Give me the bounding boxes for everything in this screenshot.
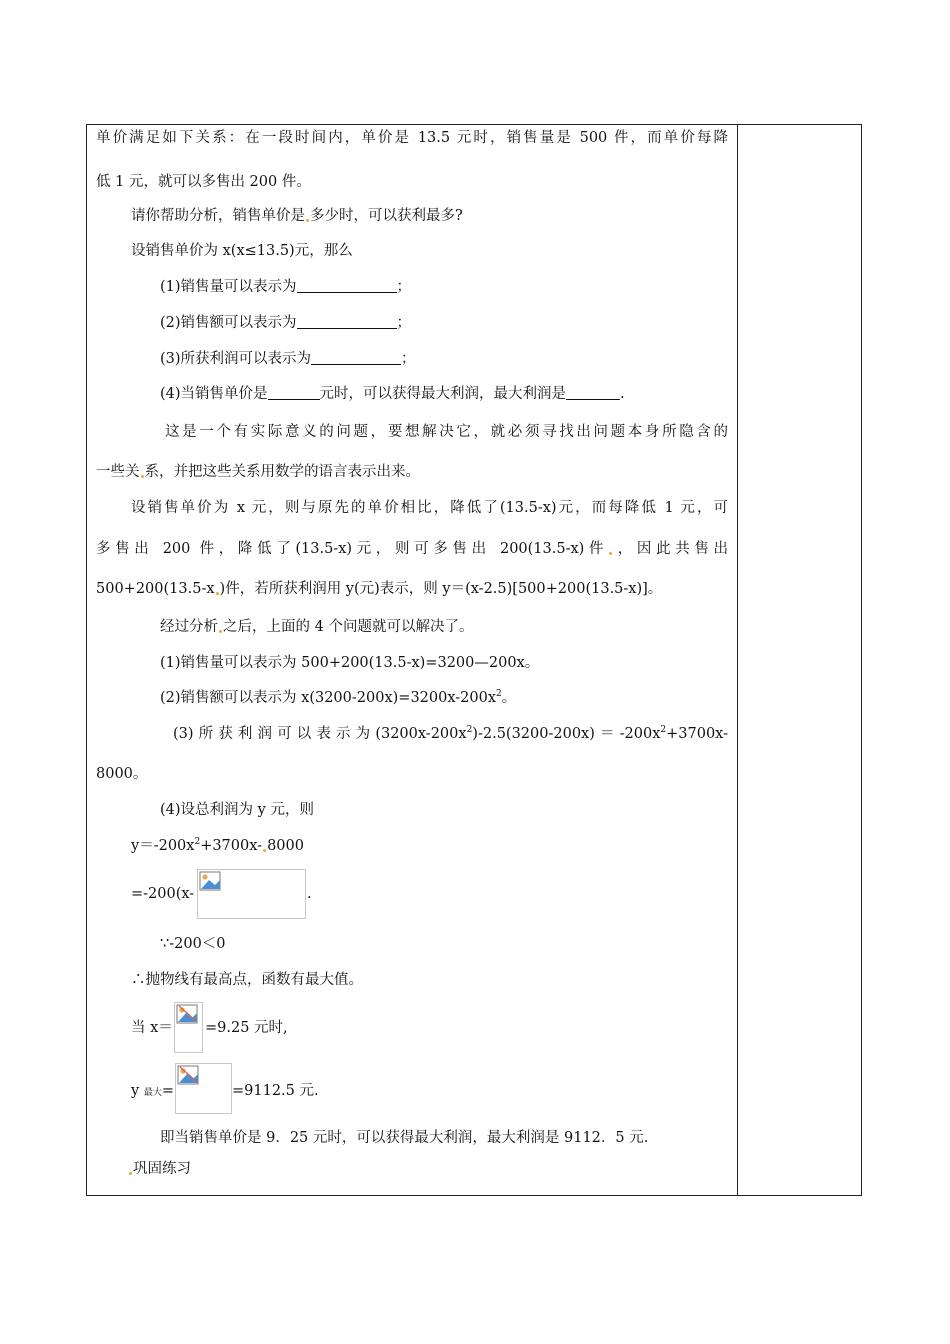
answer-2 [160, 688, 516, 708]
when-line-end: =9.25 元时, [205, 1020, 288, 1036]
text-segment: 经过分析 [160, 619, 218, 635]
formula-image [175, 1063, 232, 1114]
answer-blank [566, 385, 620, 400]
marker-dot [216, 592, 219, 595]
marker-dot [263, 849, 266, 852]
conclusion-line: 即当销售单价是 9．25 元时，可以获得最大利润，最大利润是 9112．5 元. [160, 1130, 649, 1146]
subscript: 最大 [143, 1088, 162, 1098]
text-segment: (1)销售量可以表示为 [160, 279, 297, 295]
text-segment: (3)所获利润可以表示为 [160, 351, 312, 367]
question-line [131, 206, 463, 226]
answer-1: (1)销售量可以表示为 500+200(13.5-x)=3200—200x。 [160, 655, 540, 671]
answer-3-continued: 8000。 [96, 766, 148, 782]
marker-dot [609, 552, 612, 555]
answer-blank [297, 278, 397, 293]
text-segment: 之后，上面的 4 个问题就可以解决了。 [223, 619, 474, 635]
answer-blank [268, 385, 320, 400]
text-segment: 。 [501, 690, 517, 706]
equation-line [131, 836, 304, 856]
question-1 [160, 277, 411, 297]
text-segment: )-2.5(3200-200x)＝-200x [472, 726, 661, 742]
text-line: 设销售单价为 x 元，则与原先的单价相比，降低了(13.5-x)元，而每降低 1 元，可 [131, 500, 728, 516]
practice-heading [128, 1159, 191, 1179]
superscript: 2 [660, 725, 667, 735]
text-segment: 系，并把这些关系用数学的语言表示出来。 [144, 464, 420, 480]
answer-blank [311, 350, 401, 365]
text-segment: (2)销售额可以表示为 [160, 315, 297, 331]
superscript: 2 [466, 725, 473, 735]
equation-line: =-200(x- [131, 886, 195, 902]
text-line: 单价满足如下关系：在一段时间内，单价是 13.5 元时，销售量是 500 件，而单价每降 [96, 130, 728, 146]
question-2 [160, 313, 411, 333]
column-divider [737, 125, 738, 1195]
answer-blank [297, 314, 397, 329]
text-segment: ，因此共售出 [613, 541, 729, 557]
text-segment: 500+200(13.5-x [96, 581, 215, 597]
text-line: 设销售单价为 x(x≤13.5)元，那么 [131, 243, 353, 259]
text-segment: 元时，可以获得最大利润，最大利润是 [319, 386, 567, 402]
marker-dot [129, 1172, 132, 1175]
text-segment: (4)当销售单价是 [160, 386, 268, 402]
text-line: 低 1 元，就可以多售出 200 件。 [96, 174, 311, 190]
text-segment: 多少时，可以获利最多? [310, 208, 463, 224]
text-segment: 巩固练习 [133, 1161, 191, 1177]
formula-image [197, 869, 306, 919]
answer-3 [173, 724, 728, 744]
text-segment: y [131, 1083, 140, 1099]
text-segment: (2)销售额可以表示为 x(3200-200x)=3200x-200x [160, 690, 497, 706]
equation-end: . [307, 886, 312, 902]
answer-4: (4)设总利润为 y 元，则 [160, 802, 314, 818]
text-segment: ； [396, 315, 412, 331]
text-line [96, 579, 662, 599]
marker-dot [141, 475, 144, 478]
text-segment: (3)所获利润可以表示为(3200x-200x [173, 726, 467, 742]
text-segment: = [161, 1083, 174, 1099]
text-segment: 一些关 [96, 464, 140, 480]
formula-image [174, 1002, 203, 1053]
superscript: 2 [496, 689, 502, 699]
text-segment: 8000 [267, 838, 304, 854]
ymax-label [131, 1081, 174, 1103]
text-segment: ； [396, 279, 412, 295]
text-segment: +3700x- [200, 838, 263, 854]
when-line-start: 当 x＝ [131, 1020, 173, 1036]
text-line [160, 617, 473, 637]
question-3 [160, 349, 416, 369]
therefore-line: ∴抛物线有最高点，函数有最大值。 [131, 972, 363, 988]
text-segment: 请你帮助分析，销售单价是 [131, 208, 305, 224]
text-segment: )件，若所获利润用 y(元)表示，则 y＝(x-2.5)[500+200(13.5-x)]。 [219, 581, 663, 597]
text-segment: . [620, 386, 625, 402]
question-4 [160, 384, 625, 404]
text-segment: ； [401, 351, 416, 367]
text-line [96, 539, 728, 559]
marker-dot [306, 219, 309, 222]
because-line: ∵-200＜0 [160, 936, 226, 952]
superscript: 2 [194, 837, 201, 847]
broken-image-icon [199, 871, 221, 891]
text-segment: 多售出 200 件，降低了(13.5-x)元，则可多售出 200(13.5-x)件 [96, 541, 609, 557]
broken-image-icon [176, 1004, 198, 1024]
marker-dot [219, 630, 222, 633]
ymax-value: =9112.5 元. [232, 1083, 319, 1099]
text-line: 这是一个有实际意义的问题，要想解决它，就必须寻找出问题本身所隐含的 [165, 424, 728, 440]
broken-image-icon [177, 1065, 199, 1085]
text-segment: y＝-200x [131, 838, 195, 854]
text-line [96, 462, 420, 482]
text-segment: +3700x- [666, 726, 728, 742]
